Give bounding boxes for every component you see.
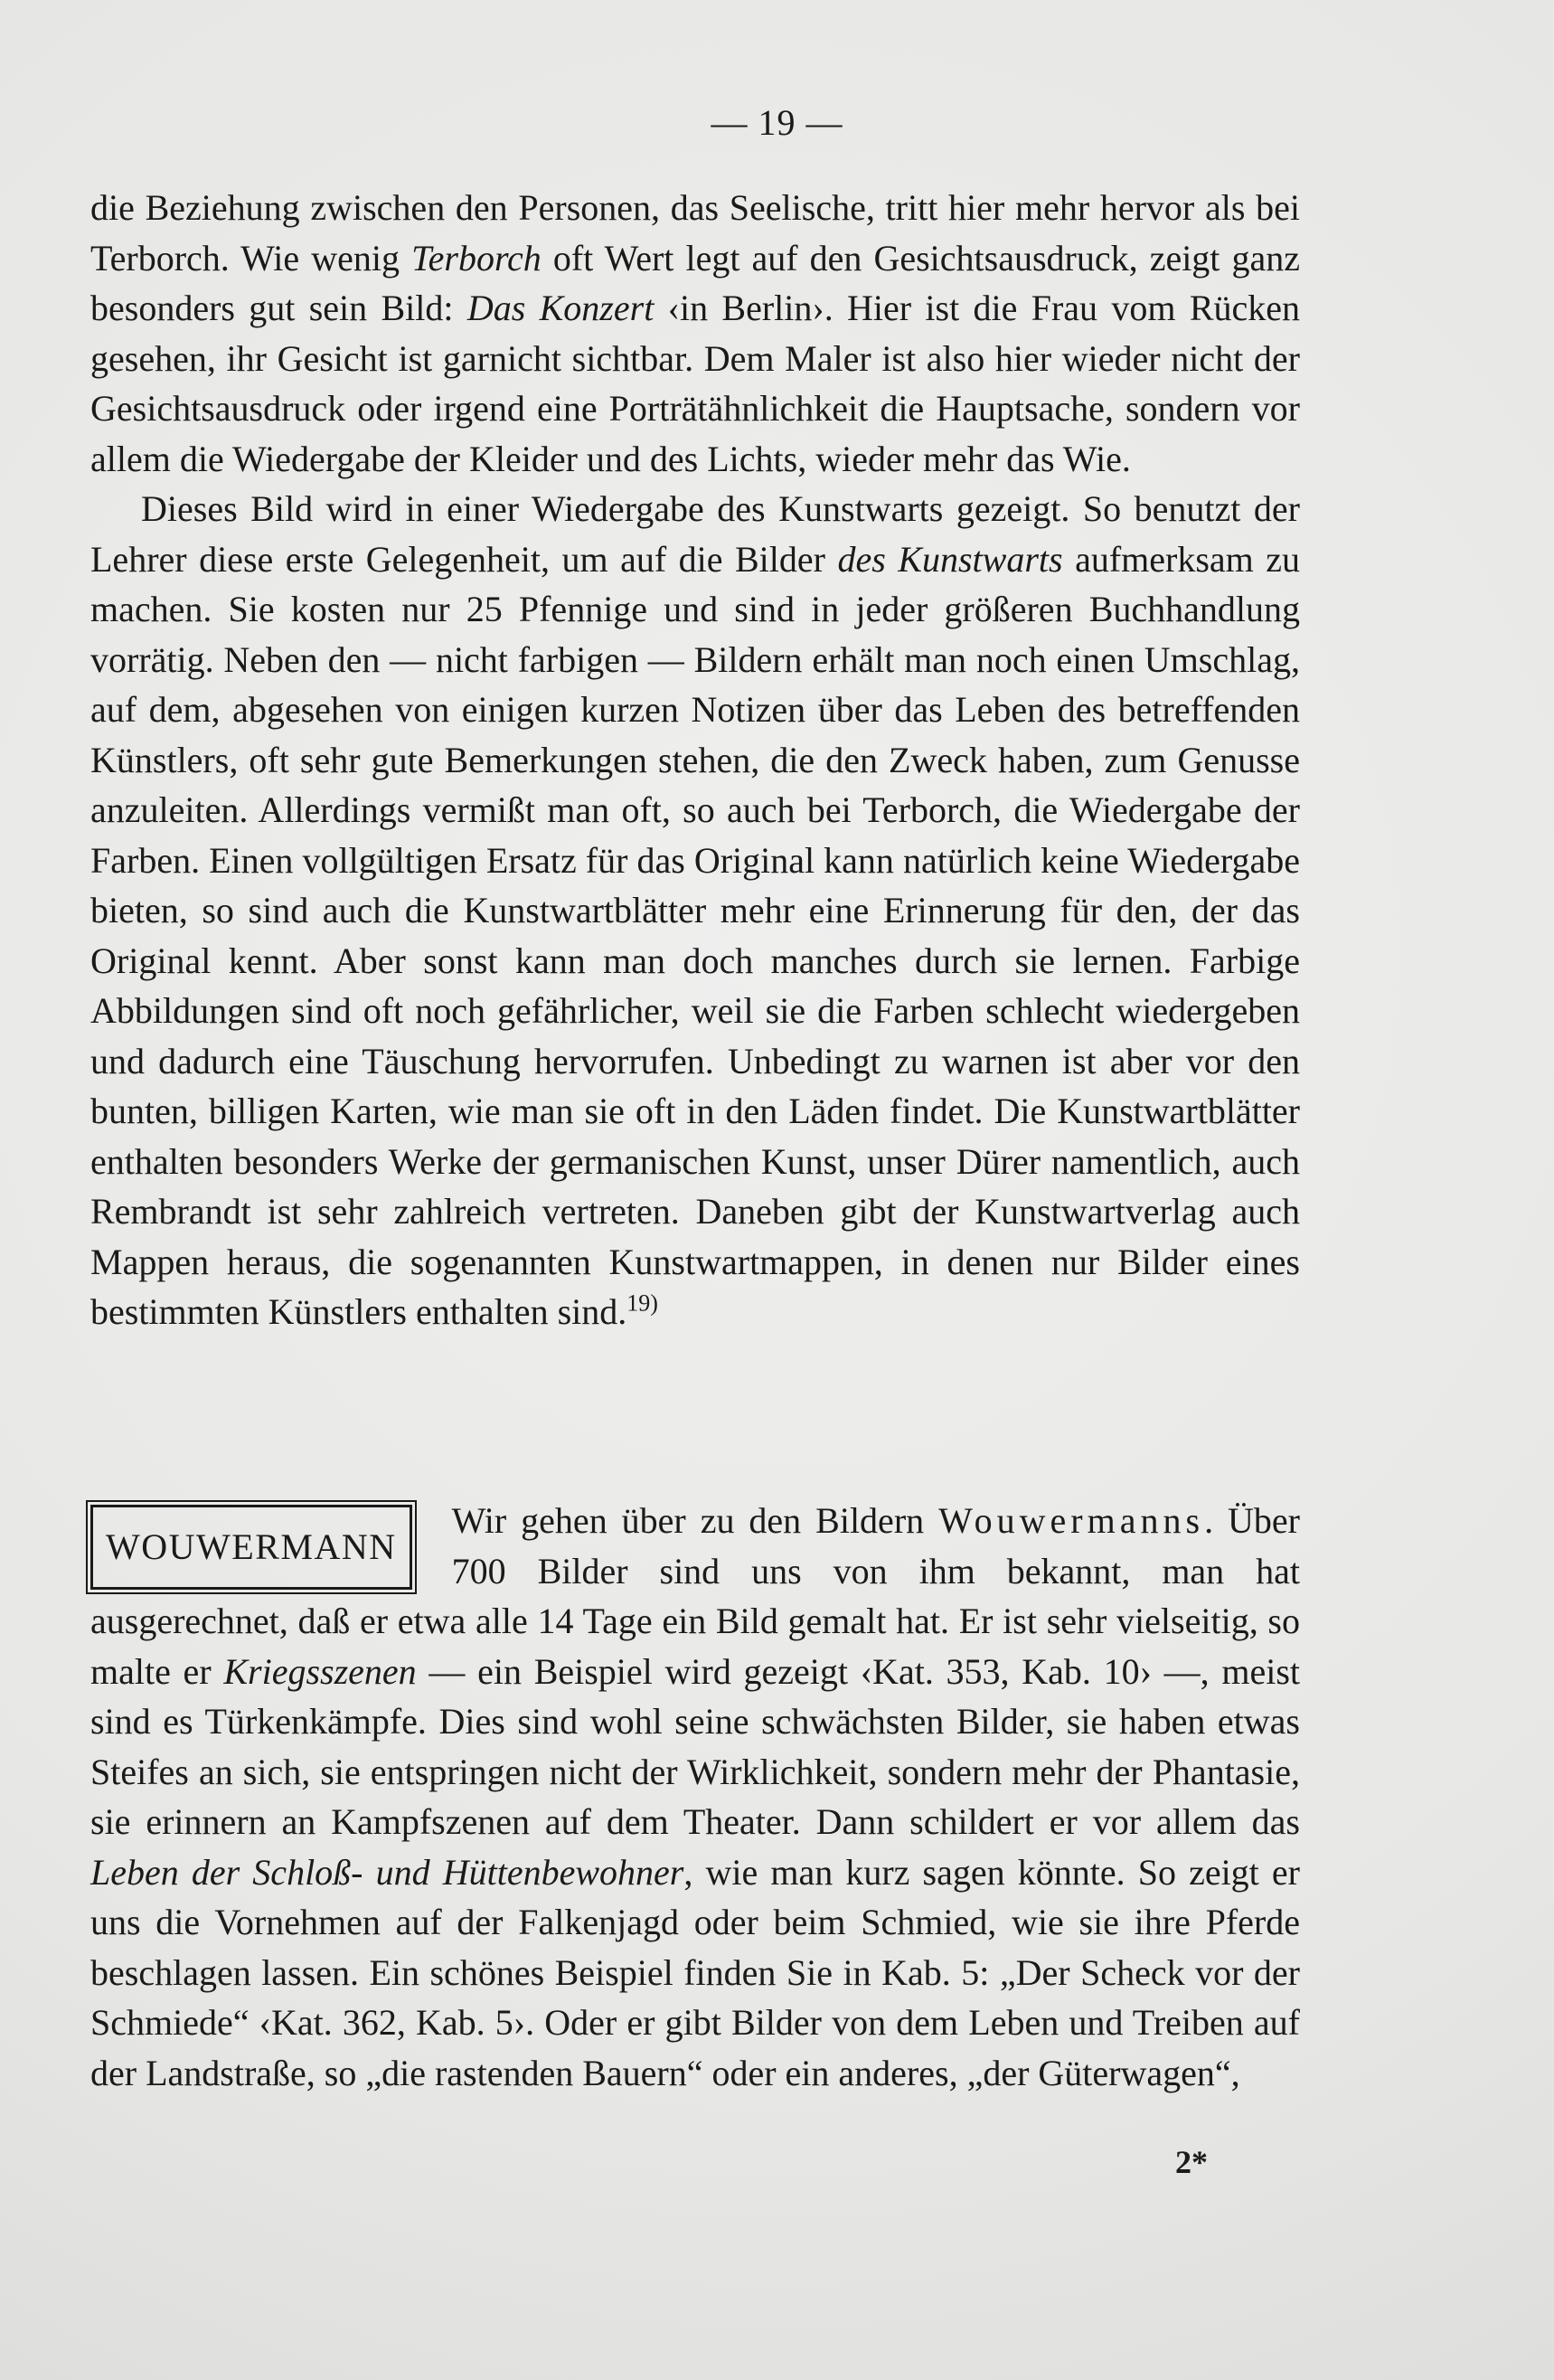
section-wouwermann — [90, 1496, 1300, 2098]
italic-schloss-huettenbewohner: Leben der Schloß- und Hüttenbewohner — [90, 1851, 684, 1893]
spaced-name-wouwermanns: Wouwermanns — [938, 1500, 1205, 1541]
italic-das-konzert: Das Konzert — [466, 288, 655, 328]
text-run: — ein Beispiel wird gezeigt ‹Kat. 353, Kab. 10› —, meist sind es Türkenkämpfe. Dies sind wohl seine schwächsten Bilder, sie haben etwas Steifes an sich, sie entspringen nicht der Wirklichkeit, sondern mehr der Phantasie, sie erinnern an Kampfszenen auf dem Theater. Dann schildert er vor allem das — [90, 1650, 1301, 1842]
paragraph-kunstwart — [90, 484, 1300, 1337]
sheet-signature-mark: 2* — [1175, 2144, 1208, 2180]
paragraph-terborch-konzert — [90, 183, 1300, 484]
text-run: . Über 700 Bilder sind uns von ihm bekannt, man hat ausgerechnet, daß er etwa alle 14 Tage ein Bild gemalt hat. Er ist sehr vielseitig, so malte er — [90, 1500, 1300, 1692]
text-run: die Beziehung zwischen den Personen, das Seelische, tritt hier mehr hervor als bei Terborch. Wie wenig — [90, 187, 1300, 279]
italic-terborch: Terborch — [411, 237, 542, 279]
italic-kriegsszenen: Kriegsszenen — [223, 1650, 417, 1692]
italic-des-kunstwarts: des Kunstwarts — [837, 538, 1063, 580]
text-run: Dieses Bild wird in einer Wiedergabe des Kunstwarts gezeigt. So benutzt der Lehrer diese erste Gelegenheit, um auf die Bilder — [90, 488, 1300, 580]
footnote-reference: 19) — [626, 1289, 658, 1317]
text-run: oft Wert legt auf den Gesichtsausdruck, zeigt ganz besonders gut sein Bild: — [90, 237, 1301, 328]
main-text — [90, 183, 1300, 1337]
text-run: , wie man kurz sagen könnte. So zeigt er uns die Vornehmen auf der Falkenjagd oder beim Schmied, wie sie ihre Pferde beschlagen lassen. Ein schönes Beispiel finden Sie in Kab. 5: „Der Scheck vor der Schmiede“ ‹Kat. 362, Kab. 5›. Oder er gibt Bilder von dem Leben und Treiben auf der Landstraße, so „die rastenden Bauern“ oder ein anderes, „der Güterwagen“, — [90, 1851, 1300, 2093]
text-run: Wir gehen über zu den Bildern — [451, 1500, 939, 1541]
page-number: — 19 — — [711, 102, 843, 143]
paragraph-wouwermann — [90, 1496, 1300, 2098]
text-run: ‹in Berlin›. Hier ist die Frau vom Rücken gesehen, ihr Gesicht ist garnicht sichtbar. Dem Maler ist also hier wieder nicht der Gesichtsausdruck oder irgend eine Porträtähnlichkeit die Hauptsache, sondern vor allem die Wiedergabe der Kleider und des Lichts, wieder mehr das Wie. — [90, 288, 1301, 479]
section-heading-wouwermann: WOUWERMANN — [90, 1505, 412, 1590]
text-run: aufmerksam zu machen. Sie kosten nur 25 Pfennige und sind in jeder größeren Buchhandlung vorrätig. Neben den — nicht farbigen — Bildern erhält man noch einen Umschlag, auf dem, abgesehen von einigen kurzen Notizen über das Leben des betreffenden Künstlers, oft sehr gute Bemerkungen stehen, die den Zweck haben, zum Genusse anzuleiten. Allerdings vermißt man oft, so auch bei Terborch, die Wiedergabe der Farben. Einen vollgültigen Ersatz für das Original kann natürlich keine Wiedergabe bieten, so sind auch die Kunstwartblätter mehr eine Erinnerung für den, der das Original kennt. Aber sonst kann man doch manches durch sie lernen. Farbige Abbildungen sind oft noch gefährlicher, weil sie die Farben schlecht wiedergeben und dadurch eine Täuschung hervorrufen. Unbedingt zu warnen ist aber vor den bunten, billigen Karten, wie man sie oft in den Läden findet. Die Kunstwartblätter enthalten besonders Werke der germanischen Kunst, unser Dürer namentlich, auch Rembrandt ist sehr zahlreich vertreten. Daneben gibt der Kunstwartverlag auch Mappen heraus, die sogenannten Kunstwartmappen, in denen nur Bilder eines bestimmten Künstlers enthalten sind. — [90, 538, 1301, 1332]
